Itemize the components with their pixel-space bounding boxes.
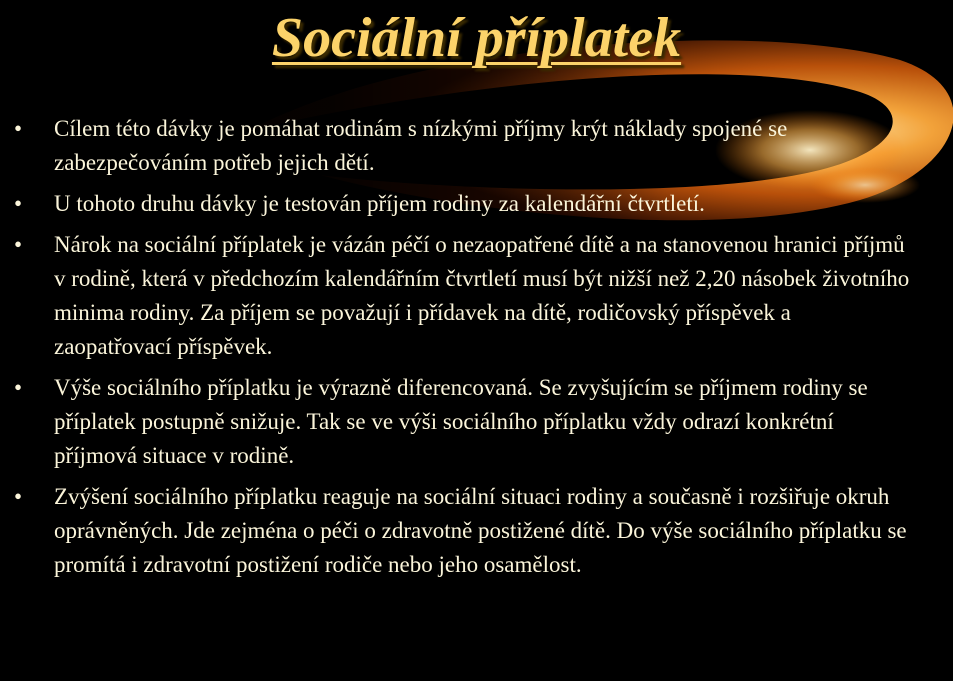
bullet-marker: • bbox=[14, 191, 23, 216]
bullet-item bbox=[14, 187, 914, 221]
bullet-marker: • bbox=[14, 484, 23, 509]
slide-title: Sociální příplatek bbox=[271, 7, 682, 69]
bullet-item bbox=[14, 112, 914, 180]
bullet-marker: • bbox=[14, 375, 23, 400]
bullet-marker: • bbox=[14, 232, 23, 257]
bullet-marker: • bbox=[14, 116, 23, 141]
bullet-text: Výše sociálního příplatku je výrazně diferencovaná. Se zvyšujícím se příjmem rodiny se příplatek postupně snižuje. Tak se ve výši sociálního příplatku vždy odrazí konkrétní příjmová situace v rodině. bbox=[54, 375, 868, 468]
bullet-list bbox=[14, 112, 914, 589]
bullet-text: Zvýšení sociálního příplatku reaguje na sociální situaci rodiny a současně i rozšiřuje okruh oprávněných. Jde zejména o péči o zdravotně postižené dítě. Do výše sociálního příplatku se promítá i zdravotní postižení rodiče nebo jeho osamělost. bbox=[54, 484, 907, 577]
bullet-text: U tohoto druhu dávky je testován příjem rodiny za kalendářní čtvrtletí. bbox=[54, 191, 705, 216]
bullet-item bbox=[14, 371, 914, 473]
bullet-item bbox=[14, 480, 914, 582]
bullet-text: Nárok na sociální příplatek je vázán péčí o nezaopatřené dítě a na stanovenou hranici příjmů v rodině, která v předchozím kalendářním čtvrtletí musí být nižší než 2,20 násobek životního minima rodiny. Za příjem se považují i přídavek na dítě, rodičovský příspěvek a zaopatřovací příspěvek. bbox=[54, 232, 910, 359]
bullet-item bbox=[14, 228, 914, 364]
bullet-text: Cílem této dávky je pomáhat rodinám s nízkými příjmy krýt náklady spojené se zabezpečováním potřeb jejich dětí. bbox=[54, 116, 788, 175]
